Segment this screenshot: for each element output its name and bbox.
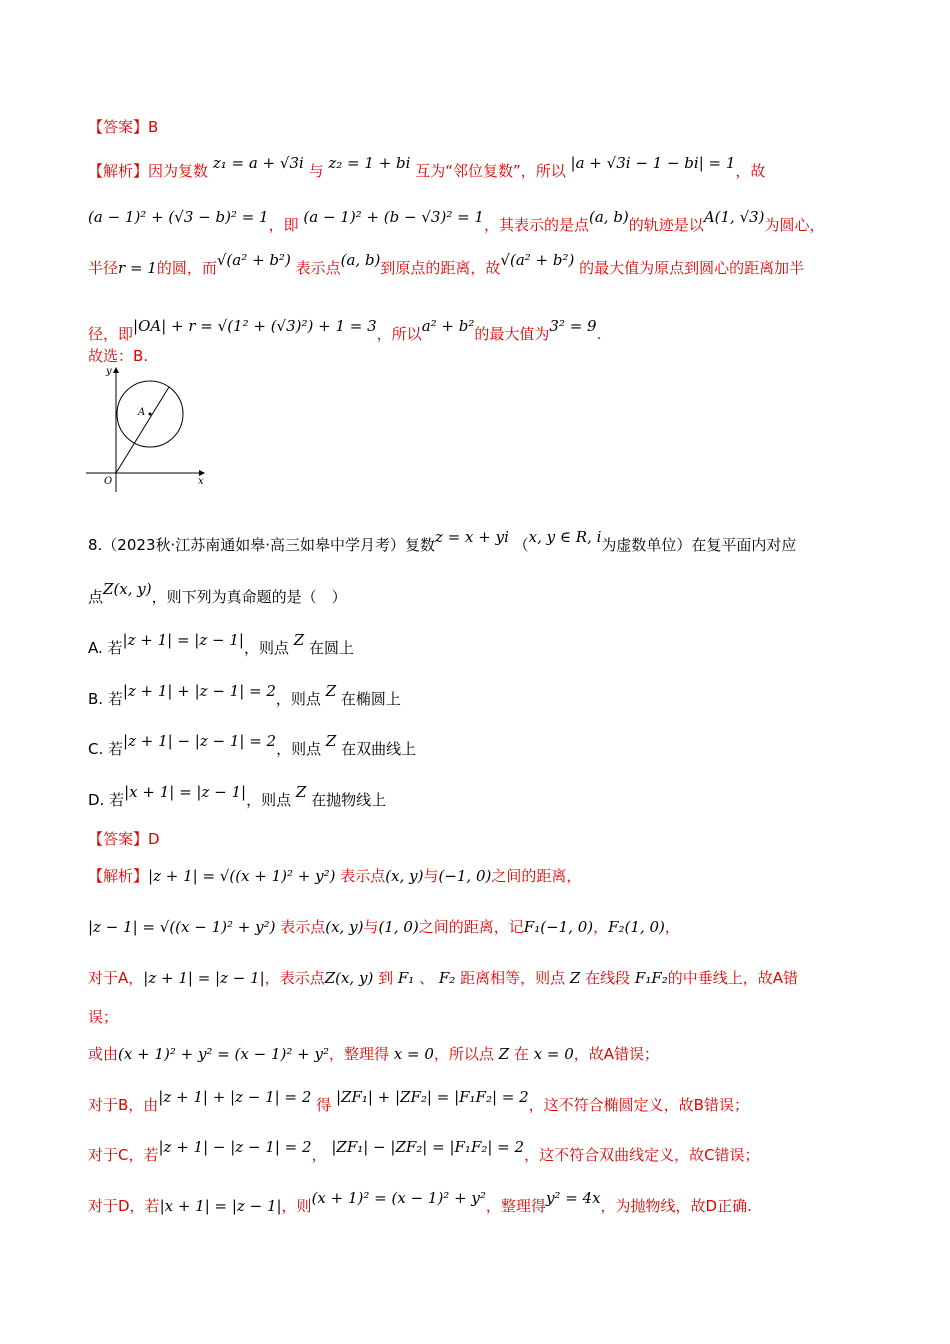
option-math: |z + 1| = |z − 1| (122, 631, 244, 649)
solution-8-line-4: 误； (88, 1008, 119, 1026)
option-a (88, 631, 354, 659)
math-f1-label: F₁ (397, 969, 415, 987)
diameter-line (116, 387, 169, 473)
solution-8-line-3 (88, 967, 798, 989)
y-label: y (106, 366, 112, 377)
math-xy: (x, y) (325, 918, 364, 936)
text: ，故A错误； (573, 1045, 660, 1063)
math-oa-plus-r: |OA| + r = √(1² + (√3)²) + 1 = 3 (133, 317, 377, 335)
text: 在线段 (585, 969, 631, 987)
math-x-eq-0-2: x = 0 (533, 1045, 574, 1063)
text: 表示点 (280, 918, 326, 936)
text: ， (593, 918, 609, 936)
text: 半径 (88, 259, 119, 277)
text: ，表示点 (264, 969, 325, 987)
solution-8-line-6 (88, 1088, 749, 1116)
x-label: x (198, 476, 204, 487)
solution-7-line-2 (88, 208, 825, 236)
text: 距离相等，则点 (460, 969, 566, 987)
center-label: A (138, 407, 146, 418)
text: ，为抛物线，故D正确. (600, 1197, 752, 1215)
text: 为虚数单位）在复平面内对应 (601, 536, 797, 554)
text: 与 (363, 918, 379, 936)
solution-label: 【解析】 (88, 867, 149, 885)
text: ，则点 (243, 639, 289, 657)
text: 的最大值为 (474, 325, 550, 343)
text: ，故 (735, 162, 766, 180)
math-c-condition: |z + 1| − |z − 1| = 2 (158, 1138, 312, 1156)
text: （ (513, 536, 529, 554)
math-radius: r = 1 (118, 259, 157, 277)
text: ，则点 (246, 791, 292, 809)
math-d-square: (x + 1)² = (x − 1)² + y² (311, 1189, 486, 1207)
math-1-0: (1, 0) (378, 918, 419, 936)
answer-8-line (88, 828, 160, 850)
text: 在 (513, 1045, 529, 1063)
text: 对于B，由 (88, 1096, 159, 1114)
question-8-line-2 (88, 580, 347, 608)
math-circle-eq-1: (a − 1)² + (√3 − b)² = 1 (88, 208, 269, 226)
math-mod-plus: |z + 1| = √((x + 1)² + y²) (148, 867, 336, 885)
answer-value: B (148, 118, 159, 136)
text: 对于C，若 (88, 1146, 159, 1164)
point-z: Z (293, 631, 305, 649)
text: 8.（2023秋·江苏南通如皋·高三如皋中学月考）复数 (88, 536, 436, 554)
solution-8-line-7 (88, 1138, 760, 1166)
circle-figure (84, 364, 214, 494)
math-b-distances: |ZF₁| + |ZF₂| = |F₁F₂| = 2 (335, 1088, 529, 1106)
math-sqrt-1: √(a² + b²) (216, 251, 291, 269)
text: ，这不符合椭圆定义，故B错误； (528, 1096, 749, 1114)
text: 的最大值为原点到圆心的距离加半 (579, 259, 805, 277)
math-max-9: 3² = 9 (549, 317, 597, 335)
solution-8-line-1 (88, 865, 581, 887)
math-center-a: A(1, √3) (703, 208, 765, 226)
text: ，则 (281, 1197, 312, 1215)
math-z: Z (569, 969, 581, 987)
option-prefix: A. 若 (88, 639, 123, 657)
center-point (149, 413, 152, 416)
text: 为圆心， (764, 216, 825, 234)
math-z2: z₂ = 1 + bi (328, 154, 411, 172)
text: 径，即 (88, 325, 134, 343)
math-mod-minus: |z − 1| = √((x − 1)² + y²) (88, 918, 276, 936)
math-sqrt-2: √(a² + b²) (500, 251, 575, 269)
option-prefix: B. 若 (88, 690, 123, 708)
solution-8-line-8 (88, 1189, 752, 1217)
option-math: |x + 1| = |z − 1| (124, 783, 247, 801)
text: 在圆上 (308, 639, 354, 657)
text: 的中垂线上，故A错 (667, 969, 799, 987)
text: 对于D，若 (88, 1197, 160, 1215)
math-f2: F₂(1, 0) (608, 918, 665, 936)
option-b (88, 682, 401, 710)
math-equation: (x + 1)² + y² = (x − 1)² + y² (118, 1045, 329, 1063)
math-point-ab: (a, b) (589, 208, 629, 226)
text: 与 (308, 162, 324, 180)
text: 因为复数 (148, 162, 209, 180)
math-xy-in-r: x, y ∈ R, i (528, 528, 602, 546)
text: 的轨迹是以 (628, 216, 704, 234)
text: ，则点 (275, 690, 321, 708)
text: ， (664, 918, 680, 936)
text: ，其表示的是点 (483, 216, 589, 234)
text: 表示点 (340, 867, 386, 885)
solution-label: 【解析】 (88, 162, 149, 180)
option-prefix: D. 若 (88, 791, 125, 809)
text: 表示点 (295, 259, 341, 277)
option-c (88, 732, 417, 760)
text: ，整理得 (485, 1197, 546, 1215)
text: 点 (88, 588, 104, 606)
text: 到 (378, 969, 394, 987)
answer-label: 【答案】 (88, 118, 149, 136)
solution-8-line-2 (88, 916, 680, 938)
text: 互为“邻位复数”，所以 (415, 162, 566, 180)
solution-7-line-1 (88, 154, 766, 182)
math-parabola: y² = 4x (545, 1189, 601, 1207)
question-8-line-1 (88, 528, 797, 556)
text: 之间的距离，记 (418, 918, 524, 936)
math-b-condition: |z + 1| + |z − 1| = 2 (158, 1088, 312, 1106)
math-xy: (x, y) (385, 867, 424, 885)
text: 对于A， (88, 969, 144, 987)
math-point-z: Z(x, y) (324, 969, 374, 987)
math-f1f2: F₁F₂ (634, 969, 668, 987)
math-z: Z (498, 1045, 510, 1063)
answer-label: 【答案】 (88, 830, 149, 848)
math-circle-eq-2: (a − 1)² + (b − √3)² = 1 (303, 208, 484, 226)
math-d-condition: |x + 1| = |z − 1| (159, 1197, 282, 1215)
text: 、 (419, 969, 435, 987)
text: 或由 (88, 1045, 119, 1063)
text: 在双曲线上 (341, 740, 417, 758)
math-z1: z₁ = a + √3i (212, 154, 304, 172)
math-point-ab-2: (a, b) (340, 251, 381, 269)
point-z: Z (295, 783, 307, 801)
solution-8-line-5 (88, 1043, 659, 1065)
math-neg1-0: (−1, 0) (438, 867, 492, 885)
text: 得 (316, 1096, 332, 1114)
math-z-def: z = x + yi (435, 528, 509, 546)
option-math: |z + 1| + |z − 1| = 2 (122, 682, 276, 700)
math-c-distances: |ZF₁| − |ZF₂| = |F₁F₂| = 2 (331, 1138, 525, 1156)
math-a2b2: a² + b² (421, 317, 475, 335)
math-modulus-eq: |a + √3i − 1 − bi| = 1 (570, 154, 736, 172)
origin-label: O (104, 476, 113, 487)
text: 之间的距离， (491, 867, 582, 885)
text: ， (311, 1146, 327, 1164)
text: ，所以 (376, 325, 422, 343)
answer-value: D (148, 830, 160, 848)
text: ，整理得 (328, 1045, 389, 1063)
solution-7-line-3 (88, 251, 805, 279)
text: ，这不符合双曲线定义，故C错误； (524, 1146, 760, 1164)
math-a-condition: |z + 1| = |z − 1| (143, 969, 265, 987)
math-f2-label: F₂ (438, 969, 456, 987)
option-math: |z + 1| − |z − 1| = 2 (123, 732, 277, 750)
text: 到原点的距离，故 (380, 259, 501, 277)
text: ，则点 (276, 740, 322, 758)
text: 的圆，而 (156, 259, 217, 277)
solution-7-line-5: 故选：B. (88, 347, 149, 365)
text: 与 (423, 867, 439, 885)
text: 在抛物线上 (311, 791, 387, 809)
text: 在椭圆上 (340, 690, 401, 708)
option-prefix: C. 若 (88, 740, 124, 758)
math-point-z: Z(x, y) (103, 580, 152, 598)
math-x-eq-0: x = 0 (393, 1045, 434, 1063)
solution-7-line-4 (88, 317, 602, 345)
math-f1: F₁(−1, 0) (523, 918, 594, 936)
text: ，所以点 (433, 1045, 494, 1063)
answer-7-line (88, 116, 158, 138)
point-z: Z (325, 732, 337, 750)
text: ，则下列为真命题的是（ ） (151, 588, 347, 606)
text: . (596, 325, 602, 343)
text: ，即 (268, 216, 299, 234)
option-d (88, 783, 387, 811)
point-z: Z (325, 682, 337, 700)
